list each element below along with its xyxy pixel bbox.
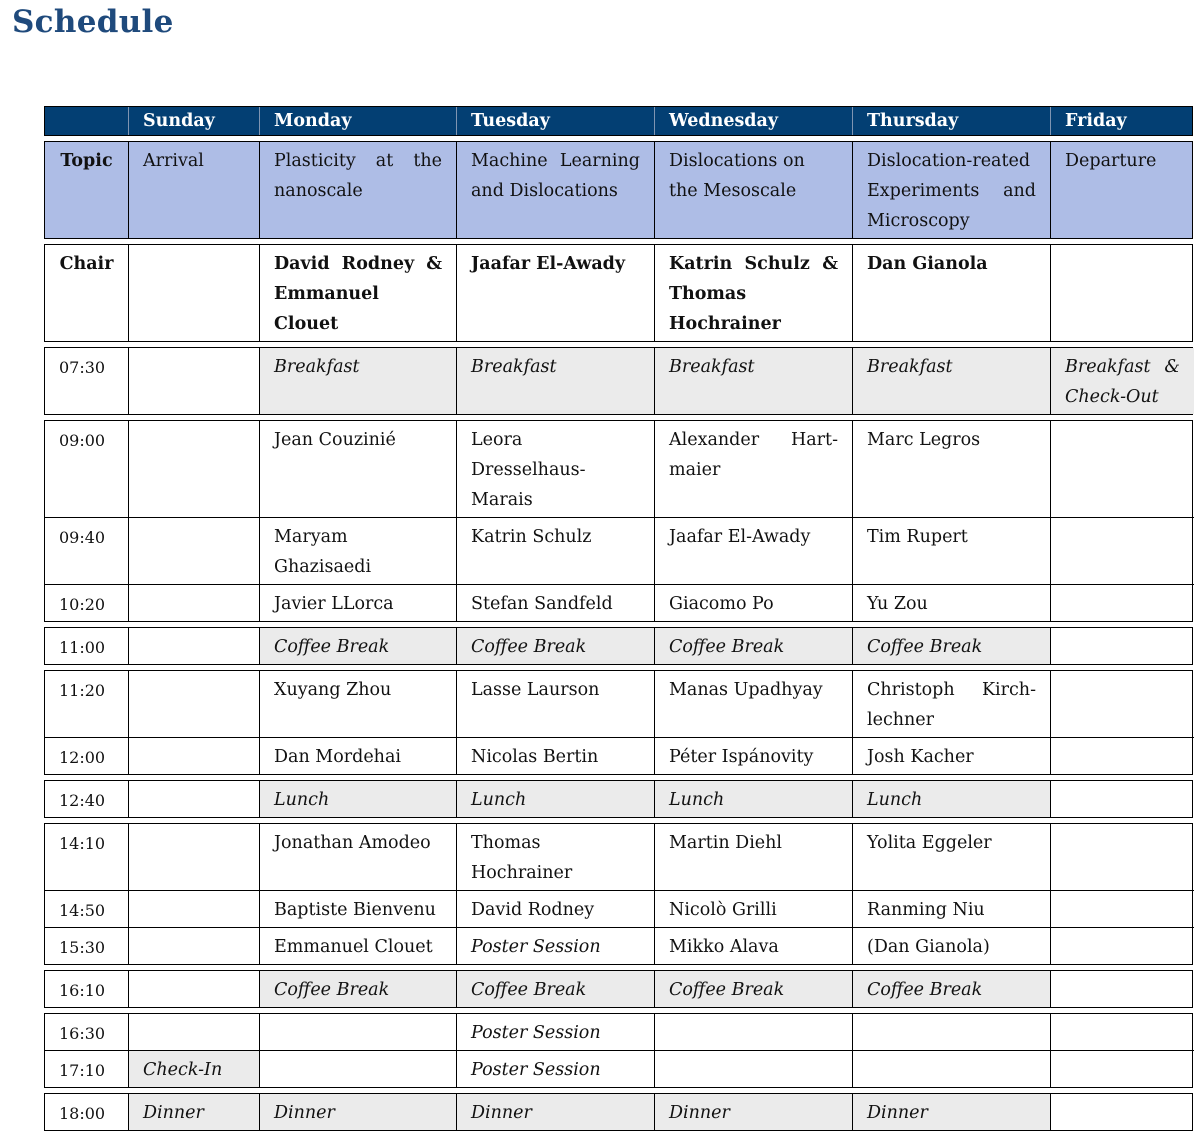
talk-cell: Lasse Laurson bbox=[456, 671, 654, 737]
meal-cell: Lunch bbox=[852, 781, 1050, 817]
talk-cell: Nicolò Grilli bbox=[654, 890, 852, 927]
afternoon-talks-block bbox=[44, 823, 1193, 965]
chair-cell: Jaafar El-Awady bbox=[456, 245, 654, 341]
session-cell bbox=[128, 824, 259, 890]
coffee-break-cell: Coffee Break bbox=[654, 971, 852, 1007]
meal-cell: Breakfast bbox=[259, 348, 456, 414]
time-label: 16:30 bbox=[59, 1024, 106, 1043]
chair-cell bbox=[1050, 245, 1194, 341]
session-cell bbox=[1050, 671, 1194, 737]
talk-cell: Christoph Kirchlechner bbox=[852, 671, 1050, 737]
talk-cell: Josh Kacher bbox=[852, 737, 1050, 774]
row-label-chair: Chair bbox=[59, 254, 114, 274]
talk-cell: Yolita Eggeler bbox=[852, 824, 1050, 890]
session-cell bbox=[1050, 1014, 1194, 1050]
session-cell bbox=[128, 671, 259, 737]
session-cell bbox=[1050, 971, 1194, 1007]
time-label: 14:50 bbox=[45, 890, 128, 927]
time-label: 18:00 bbox=[59, 1104, 106, 1123]
coffee-break-block bbox=[44, 627, 1193, 665]
meal-cell: Breakfast bbox=[456, 348, 654, 414]
talk-cell: Jonathan Amodeo bbox=[259, 824, 456, 890]
chair-cell: Katrin Schulz & Thomas Hochrainer bbox=[654, 245, 852, 341]
time-label: 17:10 bbox=[45, 1050, 128, 1087]
session-cell bbox=[1050, 1094, 1194, 1130]
time-label: 11:20 bbox=[59, 681, 106, 700]
time-label: 09:40 bbox=[45, 517, 128, 584]
time-label: 14:10 bbox=[59, 834, 106, 853]
chair-cell: David Rodney & Emmanuel Clouet bbox=[259, 245, 456, 341]
time-label: 16:10 bbox=[59, 981, 106, 1000]
talk-cell: Jaafar El-Awady bbox=[654, 517, 852, 584]
talk-cell: Martin Diehl bbox=[654, 824, 852, 890]
lunch-block bbox=[44, 780, 1193, 818]
session-cell bbox=[1050, 890, 1194, 927]
session-cell bbox=[128, 517, 259, 584]
coffee-break-cell: Coffee Break bbox=[456, 628, 654, 664]
topic-cell: Dislocation-reated Experiments and Microscopy bbox=[852, 142, 1050, 238]
dinner-block bbox=[44, 1093, 1193, 1131]
talk-cell: Katrin Schulz bbox=[456, 517, 654, 584]
topic-row bbox=[44, 141, 1193, 239]
meal-cell: Lunch bbox=[259, 781, 456, 817]
meal-cell: Breakfast & Check-Out bbox=[1050, 348, 1194, 414]
morning-talks-block bbox=[44, 420, 1193, 622]
meal-cell: Dinner bbox=[456, 1094, 654, 1130]
session-cell bbox=[128, 421, 259, 517]
session-cell bbox=[852, 1050, 1050, 1087]
meal-cell: Breakfast bbox=[852, 348, 1050, 414]
talk-cell: Péter Ispánovity bbox=[654, 737, 852, 774]
talk-cell: Tim Rupert bbox=[852, 517, 1050, 584]
topic-cell: Arrival bbox=[128, 142, 259, 238]
session-cell bbox=[1050, 628, 1194, 664]
session-cell bbox=[128, 1014, 259, 1050]
header-day-sunday: Sunday bbox=[128, 107, 259, 135]
header-corner bbox=[45, 107, 128, 135]
header-day-thursday: Thursday bbox=[852, 107, 1050, 135]
talk-cell: Yu Zou bbox=[852, 584, 1050, 621]
breakfast-block bbox=[44, 347, 1193, 415]
meal-cell: Dinner bbox=[259, 1094, 456, 1130]
coffee-break-cell: Coffee Break bbox=[852, 971, 1050, 1007]
coffee-break-cell: Coffee Break bbox=[654, 628, 852, 664]
talk-cell: Thomas Hochrainer bbox=[456, 824, 654, 890]
talk-cell: Emmanuel Clouet bbox=[259, 927, 456, 964]
check-in-cell: Check-In bbox=[128, 1050, 259, 1087]
coffee-break-cell: Coffee Break bbox=[852, 628, 1050, 664]
poster-session-cell: Poster Session bbox=[456, 1050, 654, 1087]
topic-cell: Departure bbox=[1050, 142, 1194, 238]
session-cell bbox=[128, 781, 259, 817]
session-cell bbox=[128, 348, 259, 414]
session-cell bbox=[654, 1014, 852, 1050]
poster-session-cell: Poster Session bbox=[456, 927, 654, 964]
late-morning-talks-block bbox=[44, 670, 1193, 775]
chair-cell bbox=[128, 245, 259, 341]
meal-cell: Dinner bbox=[852, 1094, 1050, 1130]
talk-cell: Ranming Niu bbox=[852, 890, 1050, 927]
time-label: 11:00 bbox=[59, 638, 106, 657]
session-cell bbox=[1050, 517, 1194, 584]
talk-cell: Maryam Ghazisaedi bbox=[259, 517, 456, 584]
session-cell bbox=[1050, 737, 1194, 774]
meal-cell: Breakfast bbox=[654, 348, 852, 414]
talk-cell: Leora Dresselhaus-Marais bbox=[456, 421, 654, 517]
meal-cell: Dinner bbox=[654, 1094, 852, 1130]
coffee-break-block bbox=[44, 970, 1193, 1008]
session-cell bbox=[1050, 421, 1194, 517]
session-cell bbox=[128, 927, 259, 964]
chair-row bbox=[44, 244, 1193, 342]
session-cell bbox=[259, 1050, 456, 1087]
talk-cell: Nicolas Bertin bbox=[456, 737, 654, 774]
header-day-wednesday: Wednesday bbox=[654, 107, 852, 135]
talk-cell: Giacomo Po bbox=[654, 584, 852, 621]
coffee-break-cell: Coffee Break bbox=[259, 628, 456, 664]
meal-cell: Dinner bbox=[128, 1094, 259, 1130]
header-day-friday: Friday bbox=[1050, 107, 1194, 135]
header-day-monday: Monday bbox=[259, 107, 456, 135]
time-label: 09:00 bbox=[59, 431, 106, 450]
talk-cell: Dan Mordehai bbox=[259, 737, 456, 774]
time-label: 12:00 bbox=[45, 737, 128, 774]
row-label-topic: Topic bbox=[60, 151, 113, 171]
session-cell bbox=[1050, 927, 1194, 964]
time-label: 10:20 bbox=[45, 584, 128, 621]
talk-cell: Marc Legros bbox=[852, 421, 1050, 517]
time-label: 07:30 bbox=[59, 358, 106, 377]
session-cell bbox=[1050, 584, 1194, 621]
meal-cell: Lunch bbox=[654, 781, 852, 817]
session-cell bbox=[128, 890, 259, 927]
session-cell bbox=[128, 628, 259, 664]
topic-cell: Dislocations on the Mesoscale bbox=[654, 142, 852, 238]
time-label: 15:30 bbox=[45, 927, 128, 964]
session-cell bbox=[259, 1014, 456, 1050]
session-cell bbox=[128, 971, 259, 1007]
session-cell bbox=[1050, 824, 1194, 890]
poster-session-cell: Poster Session bbox=[456, 1014, 654, 1050]
coffee-break-cell: Coffee Break bbox=[259, 971, 456, 1007]
time-label: 12:40 bbox=[59, 791, 106, 810]
header-row bbox=[44, 106, 1193, 136]
talk-cell: Manas Upadhyay bbox=[654, 671, 852, 737]
talk-cell: (Dan Gianola) bbox=[852, 927, 1050, 964]
talk-cell: Javier LLorca bbox=[259, 584, 456, 621]
header-day-tuesday: Tuesday bbox=[456, 107, 654, 135]
talk-cell: Mikko Alava bbox=[654, 927, 852, 964]
meal-cell: Lunch bbox=[456, 781, 654, 817]
talk-cell: Alexander Hartmaier bbox=[654, 421, 852, 517]
talk-cell: Baptiste Bienvenu bbox=[259, 890, 456, 927]
session-cell bbox=[128, 737, 259, 774]
session-cell bbox=[852, 1014, 1050, 1050]
talk-cell: Xuyang Zhou bbox=[259, 671, 456, 737]
talk-cell: David Rodney bbox=[456, 890, 654, 927]
schedule-table bbox=[44, 106, 1193, 1131]
chair-cell: Dan Gianola bbox=[852, 245, 1050, 341]
coffee-break-cell: Coffee Break bbox=[456, 971, 654, 1007]
session-cell bbox=[654, 1050, 852, 1087]
session-cell bbox=[1050, 781, 1194, 817]
session-cell bbox=[1050, 1050, 1194, 1087]
poster-block bbox=[44, 1013, 1193, 1088]
topic-cell: Machine Learning and Dislocations bbox=[456, 142, 654, 238]
session-cell bbox=[128, 584, 259, 621]
topic-cell: Plasticity at the nanoscale bbox=[259, 142, 456, 238]
page-title: Schedule bbox=[12, 4, 174, 40]
talk-cell: Jean Couzinié bbox=[259, 421, 456, 517]
talk-cell: Stefan Sandfeld bbox=[456, 584, 654, 621]
